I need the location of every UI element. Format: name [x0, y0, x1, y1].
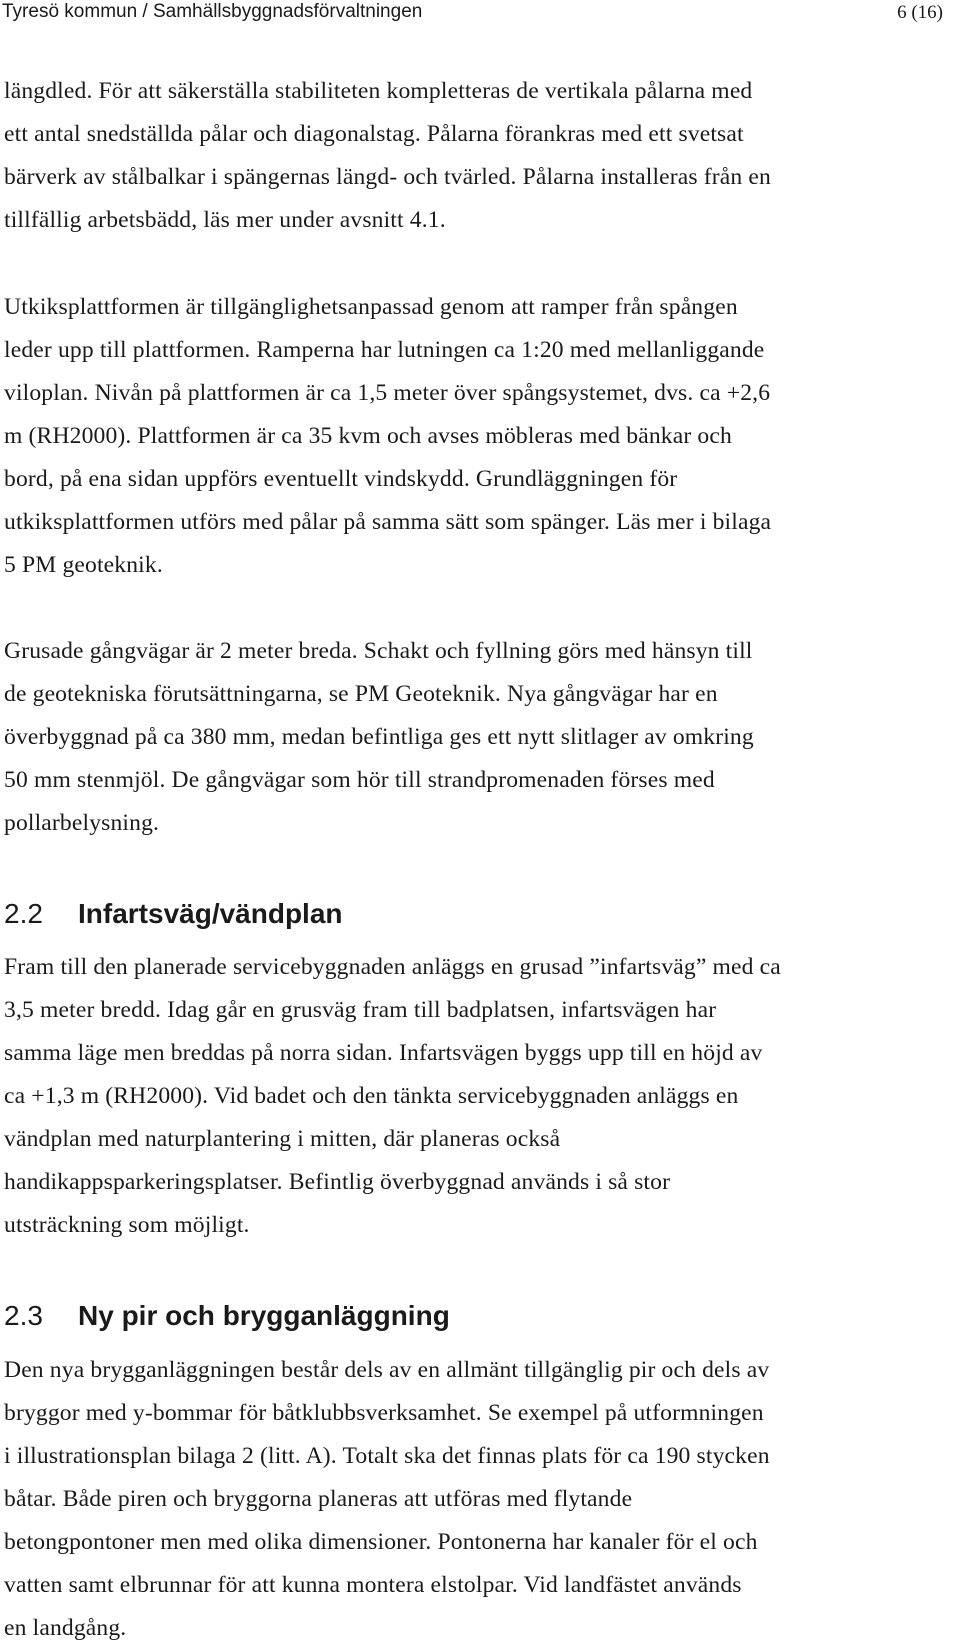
- paragraph-access-road: [4, 946, 960, 1247]
- text-line: utsträckning som möjligt.: [4, 1212, 250, 1238]
- text-line: 5 PM geoteknik.: [4, 552, 163, 578]
- text-line: överbyggnad på ca 380 mm, medan befintliga ges ett nytt slitlager av omkring: [4, 724, 754, 750]
- text-line: en landgång.: [4, 1615, 127, 1641]
- text-line: ett antal snedställda pålar och diagonalstag. Pålarna förankras med ett svetsat: [4, 121, 744, 147]
- text-line: viloplan. Nivån på plattformen är ca 1,5 meter över spångsystemet, dvs. ca +2,6: [4, 380, 771, 406]
- text-line: vatten samt elbrunnar för att kunna montera elstolpar. Vid landfästet används: [4, 1572, 742, 1598]
- section-number: 2.3: [4, 1300, 43, 1331]
- paragraph-gravel-paths: [4, 630, 960, 845]
- paragraph-pier-docks: [4, 1349, 960, 1650]
- text-line: vändplan med naturplantering i mitten, där planeras också: [4, 1126, 561, 1152]
- paragraph-pile-bracing: [4, 70, 960, 242]
- page-number: 6 (16): [897, 2, 943, 23]
- text-line: pollarbelysning.: [4, 810, 160, 836]
- section-number: 2.2: [4, 898, 43, 929]
- text-line: Fram till den planerade servicebyggnaden anläggs en grusad ”infartsväg” med ca: [4, 954, 781, 980]
- text-line: i illustrationsplan bilaga 2 (litt. A). Totalt ska det finnas plats för ca 190 stycken: [4, 1443, 770, 1469]
- section-title: Ny pir och brygganläggning: [78, 1300, 450, 1331]
- text-line: m (RH2000). Plattformen är ca 35 kvm och avses möbleras med bänkar och: [4, 423, 732, 449]
- text-line: Grusade gångvägar är 2 meter breda. Schakt och fyllning görs med hänsyn till: [4, 638, 753, 664]
- header-organization: Tyresö kommun / Samhällsbyggnadsförvaltningen: [2, 1, 423, 22]
- section-heading-2-3: [4, 1299, 450, 1333]
- text-line: bord, på ena sidan uppförs eventuellt vindskydd. Grundläggningen för: [4, 466, 678, 492]
- text-line: leder upp till plattformen. Ramperna har lutningen ca 1:20 med mellanliggande: [4, 337, 765, 363]
- page-header: [0, 0, 960, 30]
- paragraph-lookout-platform: [4, 286, 960, 587]
- text-line: de geotekniska förutsättningarna, se PM Geoteknik. Nya gångvägar har en: [4, 681, 718, 707]
- text-line: 50 mm stenmjöl. De gångvägar som hör till strandpromenaden förses med: [4, 767, 715, 793]
- text-line: Den nya brygganläggningen består dels av en allmänt tillgänglig pir och dels av: [4, 1357, 770, 1383]
- text-line: betongpontoner men med olika dimensioner. Pontonerna har kanaler för el och: [4, 1529, 758, 1555]
- text-line: Utkiksplattformen är tillgänglighetsanpassad genom att ramper från spången: [4, 294, 738, 320]
- text-line: tillfällig arbetsbädd, läs mer under avsnitt 4.1.: [4, 207, 446, 233]
- text-line: bryggor med y-bommar för båtklubbsverksamhet. Se exempel på utformningen: [4, 1400, 764, 1426]
- text-line: bärverk av stålbalkar i spängernas längd- och tvärled. Pålarna installeras från en: [4, 164, 771, 190]
- section-heading-2-2: [4, 897, 343, 931]
- text-line: båtar. Både piren och bryggorna planeras att utföras med flytande: [4, 1486, 633, 1512]
- section-title: Infartsväg/vändplan: [78, 898, 343, 929]
- text-line: samma läge men breddas på norra sidan. Infartsvägen byggs upp till en höjd av: [4, 1040, 763, 1066]
- text-line: ca +1,3 m (RH2000). Vid badet och den tänkta servicebyggnaden anläggs en: [4, 1083, 739, 1109]
- text-line: 3,5 meter bredd. Idag går en grusväg fram till badplatsen, infartsvägen har: [4, 997, 717, 1023]
- text-line: handikappsparkeringsplatser. Befintlig överbyggnad används i så stor: [4, 1169, 671, 1195]
- text-line: längdled. För att säkerställa stabiliteten kompletteras de vertikala pålarna med: [4, 78, 753, 104]
- text-line: utkiksplattformen utförs med pålar på samma sätt som spänger. Läs mer i bilaga: [4, 509, 772, 535]
